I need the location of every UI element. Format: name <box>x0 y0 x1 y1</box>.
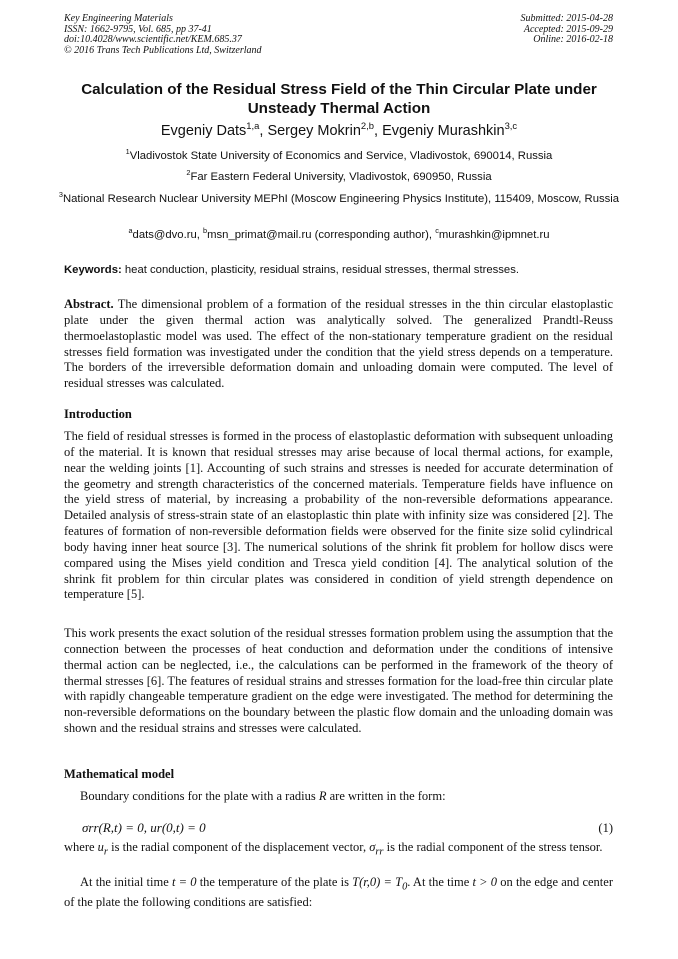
author-sup: 1,a <box>246 120 260 132</box>
math-expr: t = 0 <box>171 875 197 889</box>
abstract-label: Abstract. <box>64 297 114 311</box>
affiliation-3 <box>50 192 628 207</box>
author-sup: 2,b <box>360 120 374 132</box>
email-sup: c <box>435 226 439 236</box>
math-var: R <box>318 789 327 803</box>
journal-name: Key Engineering Materials <box>64 13 173 24</box>
introduction-paragraph-2: This work presents the exact solution of the residual stresses formation problem using the assumption that the connection between the processes of heat conduction and deformation under the conditions of intensive thermal action can be neglected, i.e., the calculations can be performed in the framework of the theory of thermal stresses [6]. The features of residual strains and stresses formation for the load-free thin circular plate with rapidly changeable temperature gradient on the edge were investigated. The method for determining the non-reversible deformations on the boundary between the plastic flow domain and the unloading domain was shown and the residual strains and stresses were calculated. <box>64 626 613 736</box>
submission-dates <box>521 14 614 46</box>
abstract-text: The dimensional problem of a formation of the residual stresses in the thin circular elastoplastic plate under the given thermal action was analytically solved. The generalized Prandtl-Reuss thermoelastoplastic model was used. The effect of the non-stationary temperature gradient on the residual stresses field formation was investigated under the condition that the yield stress depends on a temperature. The borders of the irreversible deformation domain and unloading domain were computed. The level of residual stresses was calculated. <box>64 297 613 391</box>
model-paragraph-1 <box>64 789 613 805</box>
author-name: Evgeniy Murashkin <box>382 123 505 139</box>
math-expr: T(r,0) = T <box>352 875 403 889</box>
email-sup: a <box>128 226 133 236</box>
accepted-date: Accepted: 2015-09-29 <box>523 23 613 35</box>
equation-1 <box>82 819 613 837</box>
section-heading-introduction: Introduction <box>64 407 132 421</box>
text-run: At the initial time <box>80 875 172 889</box>
math-var: u <box>97 840 104 854</box>
author-sup: 3,c <box>504 120 518 132</box>
math-sub: r <box>103 846 108 858</box>
abstract <box>64 297 613 392</box>
email-sup: b <box>203 226 208 236</box>
equation-1-body: σrr(R,t) = 0, ur(0,t) = 0 <box>82 820 206 835</box>
text-run: are written in the form: <box>326 789 446 803</box>
math-expr: t > 0 <box>472 875 498 889</box>
email-text: murashkin@ipmnet.ru <box>438 229 550 241</box>
text-run: is the radial component of the displacement vector, <box>107 840 370 854</box>
text-run: the temperature of the plate is <box>196 875 353 889</box>
equation-1-number: (1) <box>598 821 613 835</box>
math-sub: 0 <box>402 881 408 893</box>
affiliation-1 <box>50 149 628 164</box>
affiliation-sup: 2 <box>186 168 191 178</box>
online-date: Online: 2016-02-18 <box>533 34 613 46</box>
model-paragraph-3 <box>64 875 613 911</box>
author-name: Sergey Mokrin <box>267 123 361 139</box>
keywords <box>64 263 624 278</box>
text-run: where <box>64 840 98 854</box>
introduction-paragraph-1: The field of residual stresses is formed in the process of elastoplastic deformation with subsequent unloading of the material. It is known that residual stresses may arise because of local thermal actions, for example, near the welding joints [1]. Accounting of such strains and stresses is needed for accurate determination of the geometry and strength characteristics of the concerned materials. Temperature fields have influence on the yield stress of material, by increasing a probability of the non-reversible deformations appearance. Detailed analysis of stress-strain state of an elastoplastic thin plate with infinity size was considered [2]. The features of formation of non-reversible deformation fields were observed for the finite size solid cylindrical body having inner heat source [3]. The numerical solutions of the shrink fit problem for hollow discs were compared using the Mises yield condition and Tresca yield condition [4]. The analytical solution of the shrink fit problem for thin circular plates was considered in condition of yield strength dependence on temperature [5]. <box>64 429 613 602</box>
text-run: on the edge and center of the plate the following conditions are satisfied: <box>64 875 613 910</box>
journal-copyright: © 2016 Trans Tech Publications Ltd, Switzerland <box>64 44 262 56</box>
text-run: . At the time <box>407 875 473 889</box>
model-paragraph-2 <box>64 840 613 860</box>
email-list <box>50 228 628 243</box>
email-text: dats@dvo.ru, <box>132 229 204 241</box>
affiliation-text: National Research Nuclear University MEPhI (Moscow Engineering Physics Institute), 115409, Moscow, Russia <box>62 193 620 205</box>
affiliation-2 <box>50 170 628 185</box>
affiliation-text: Vladivostok State University of Economics and Service, Vladivostok, 690014, Russia <box>129 150 553 162</box>
email-text: msn_primat@mail.ru (corresponding author), <box>207 229 436 241</box>
section-heading-model: Mathematical model <box>64 767 175 781</box>
journal-issn: ISSN: 1662-9795, Vol. 685, pp 37-41 <box>64 23 212 35</box>
keywords-text: heat conduction, plasticity, residual strains, residual stresses, thermal stresses. <box>121 264 519 276</box>
keywords-label: Keywords: <box>64 264 122 276</box>
submitted-date: Submitted: 2015-04-28 <box>520 13 613 24</box>
author-list: Evgeniy Dats$^{1,a}$, Sergey Mokrin$^{2,b}$, Evgeniy Murashkin$^{3,c}$ <box>160 120 518 139</box>
journal-info <box>64 14 262 56</box>
math-var: σ <box>369 840 376 854</box>
affiliation-sup: 1 <box>125 147 130 157</box>
paper-title: Calculation of the Residual Stress Field of the Thin Circular Plate under Unsteady Thermal Action <box>81 81 597 117</box>
affiliation-sup: 3 <box>58 190 63 200</box>
text-run: Boundary conditions for the plate with a radius <box>80 789 319 803</box>
text-run: is the radial component of the stress tensor. <box>383 840 603 854</box>
math-sub: rr <box>375 846 384 858</box>
affiliation-text: Far Eastern Federal University, Vladivostok, 690950, Russia <box>190 171 492 183</box>
journal-doi: doi:10.4028/www.scientific.net/KEM.685.37 <box>64 34 242 46</box>
author-name: Evgeniy Dats <box>160 123 247 139</box>
